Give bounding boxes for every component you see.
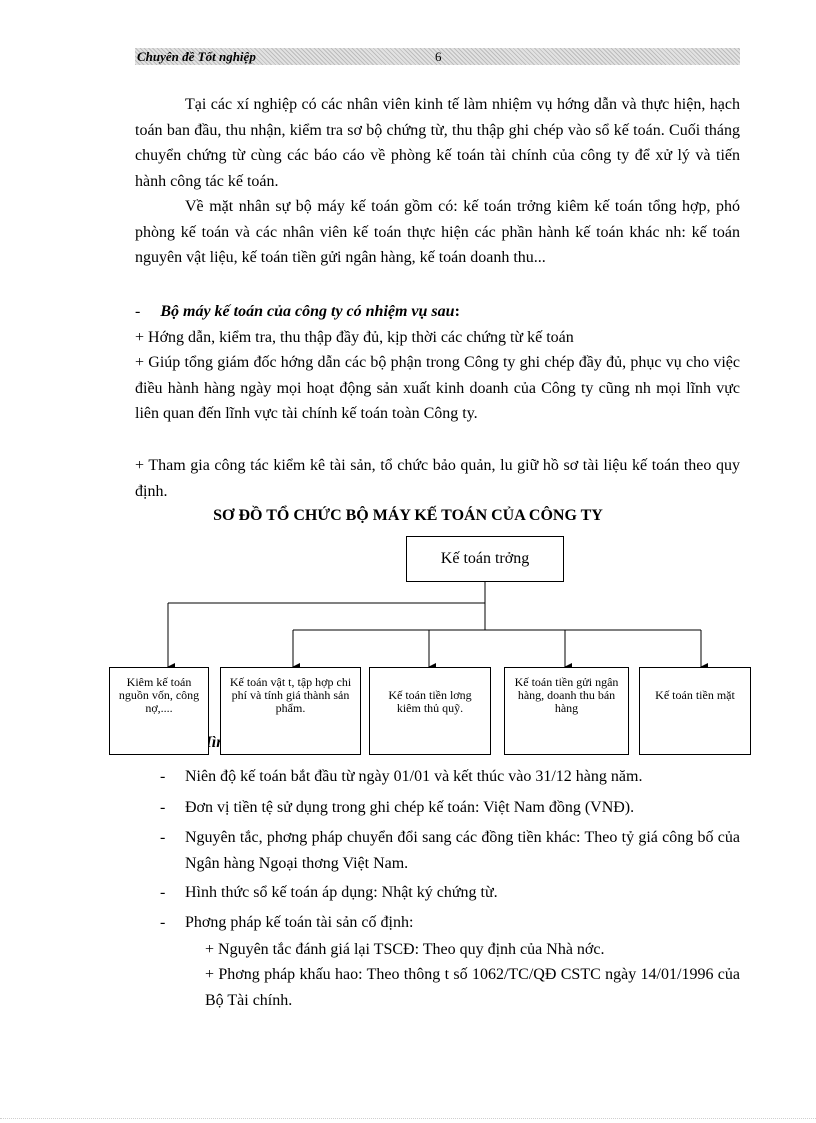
duties-dash: -	[135, 303, 141, 320]
diagram-title: SƠ ĐỒ TỔ CHỨC BỘ MÁY KẾ TOÁN CỦA CÔNG TY	[213, 507, 603, 524]
header-title: Chuyên đề Tốt nghiệp	[137, 49, 256, 64]
duty-item-1: + Hớng dẫn, kiểm tra, thu thập đầy đủ, kịp thời các chứng từ kế toán	[135, 329, 574, 346]
duties-heading-text: Bộ máy kế toán của công ty có nhiệm vụ sau	[160, 303, 455, 320]
org-box-5: Kế toán tiền mặt	[639, 667, 751, 755]
org-box-2: Kế toán vật t, tập hợp chi phí và tính giá thành sản phẩm.	[220, 667, 361, 755]
bullet-dash: -	[160, 829, 166, 846]
paragraph-1: Tại các xí nghiệp có các nhân viên kinh tế làm nhiệm vụ hớng dẫn và thực hiện, hạch toán ban đầu, thu nhận, kiểm tra sơ bộ chứng từ, thu thập ghi chép vào sổ kế toán. Cuối tháng chuyển chứng từ cùng các báo cáo về phòng kế toán tài chính của công ty để xử lý và tiến hành công tác kế toán.	[135, 96, 740, 190]
org-box-4: Kế toán tiền gửi ngân hàng, doanh thu bán hàng	[504, 667, 629, 755]
overlapped-text: Hình	[199, 734, 235, 751]
duty-item-2: + Giúp tổng giám đốc hớng dẫn các bộ phận trong Công ty ghi chép đầy đủ, phục vụ cho việc điều hành hàng ngày mọi hoạt động sản xuất kinh doanh của Công ty cũng nh mọi lĩnh vực liên quan đến lĩnh vực tài chính kế toán toàn Công ty.	[135, 354, 740, 423]
bullet-dash: -	[160, 799, 166, 816]
paragraph-2: Về mặt nhân sự bộ máy kế toán gồm có: kế toán trởng kiêm kế toán tổng hợp, phó phòng kế toán và các nhân viên kế toán thực hiện các phần hành kế toán khác nh: kế toán nguyên vật liệu, kế toán tiền gửi ngân hàng, kế toán doanh thu...	[135, 198, 740, 267]
org-box-1: Kiêm kế toán nguồn vốn, công nợ,....	[109, 667, 209, 755]
bullet-dash: -	[160, 884, 166, 901]
page-number: 6	[435, 49, 442, 64]
duty-item-3: + Tham gia công tác kiểm kê tài sản, tổ chức bảo quản, lu giữ hồ sơ tài liệu kế toán theo quy định.	[135, 457, 740, 500]
bullet-dash: -	[160, 768, 166, 785]
policy-sub-item-2: + Phơng pháp khấu hao: Theo thông t số 1062/TC/QĐ CSTC ngày 14/01/1996 của Bộ Tài chính.	[205, 966, 740, 1009]
policy-sub-item-1: + Nguyên tắc đánh giá lại TSCĐ: Theo quy định của Nhà nớc.	[205, 941, 605, 958]
bottom-divider	[0, 1118, 816, 1119]
bullet-dash: -	[160, 914, 166, 931]
org-box-3: Kế toán tiền lơng kiêm thủ quỹ.	[369, 667, 491, 755]
chief-accountant-box: Kế toán trởng	[406, 536, 564, 582]
duties-heading-colon: :	[454, 303, 460, 320]
